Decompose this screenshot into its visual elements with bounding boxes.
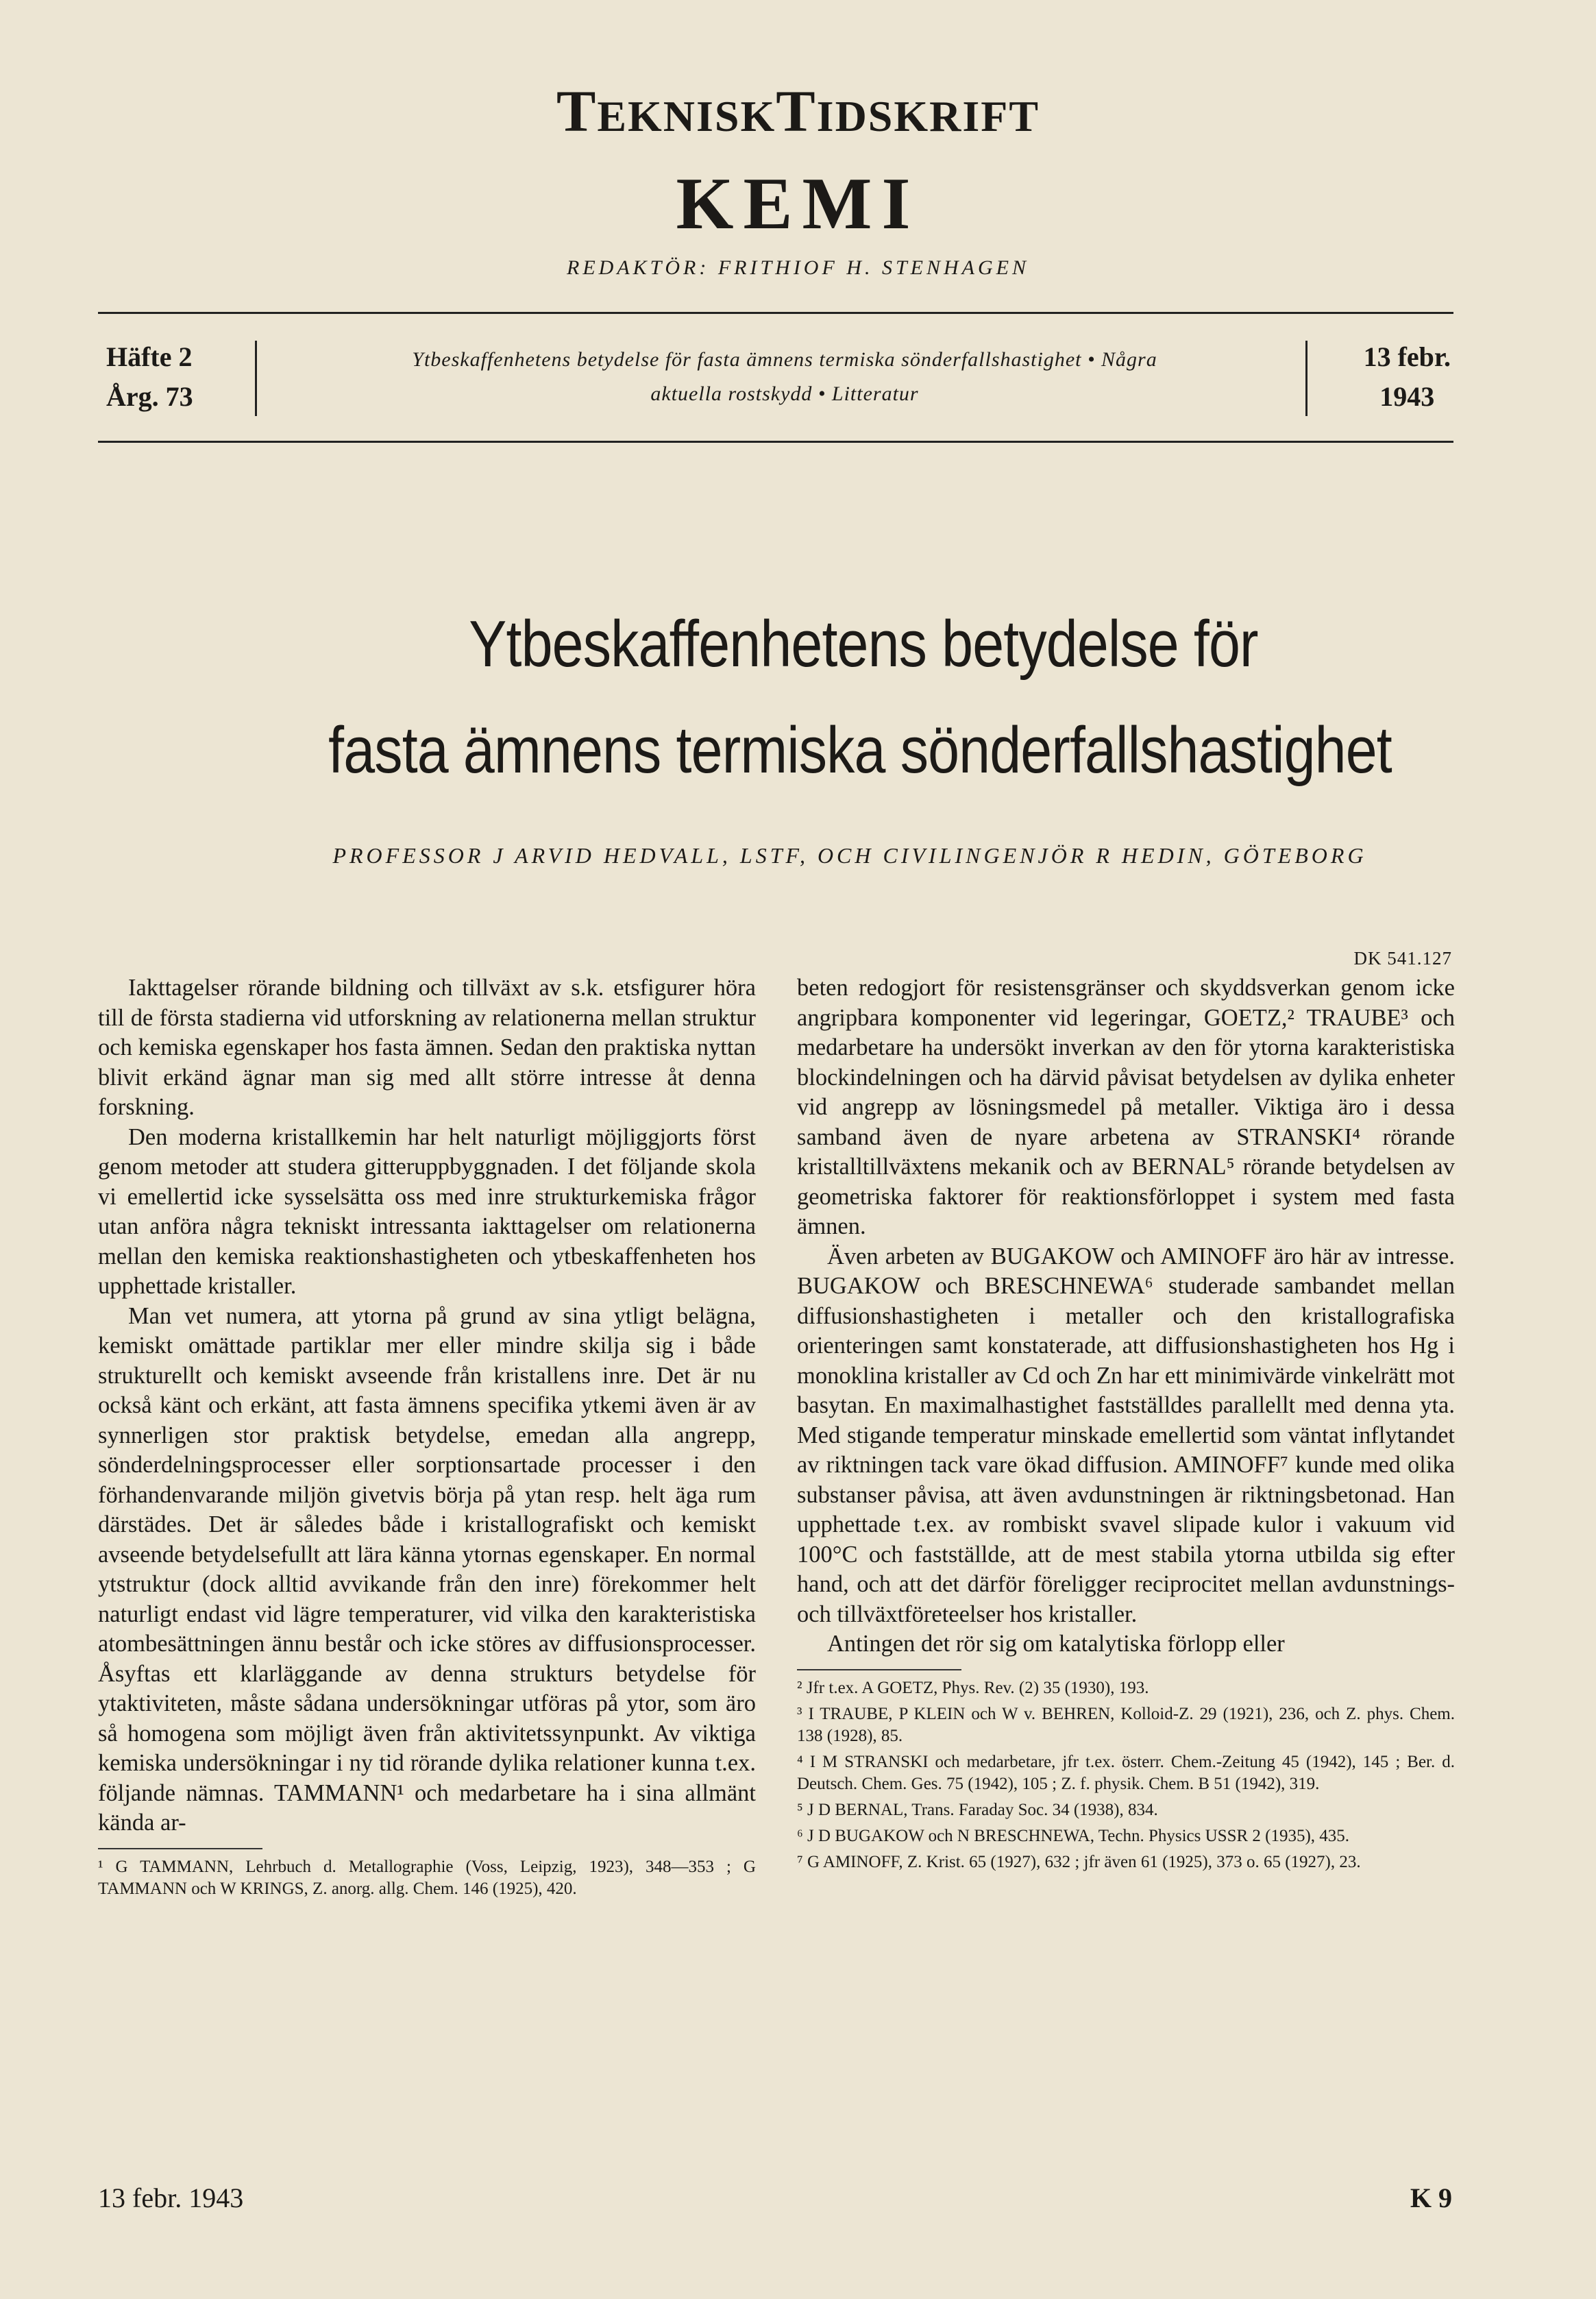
footnote-rule — [797, 1669, 961, 1670]
section-name: KEMI — [676, 163, 920, 245]
top-rule — [98, 312, 1453, 314]
footnote-rule — [98, 1848, 262, 1849]
header-bottom-rule — [98, 441, 1453, 443]
footnote: ⁵ J D BERNAL, Trans. Faraday Soc. 34 (1938), 834. — [797, 1800, 1158, 1819]
footnote: ⁷ G AMINOFF, Z. Krist. 65 (1927), 632 ; jfr även 61 (1925), 373 o. 65 (1927), 23. — [797, 1852, 1361, 1871]
footnote: ³ I TRAUBE, P KLEIN och W v. BEHREN, Kolloid-Z. 29 (1921), 236, och Z. phys. Chem. 138 (1928), 85. — [797, 1704, 1455, 1745]
paragraph: Även arbeten av BUGAKOW och AMINOFF äro här av intresse. BUGAKOW och BRESCHNEWA⁶ studerade sambandet mellan diffusionshastigheten i metaller och den kristallografiska orienteringen samt konstaterade, att diffusionshastigheten hos Hg i monoklina kristaller av Cd och Zn har ett minimivärde vinkelrätt mot basytan. En maximalhastighet fastställdes parallellt med denna yta. Med stigande temperatur minskade emellertid som väntat inflytandet av riktningen tack vare ökad diffusion. AMINOFF⁷ kunde med olika substanser påvisa, att även avdunstningen är riktningsbetonad. Han upphettade t.ex. av rombiskt svavel slipade kulor i vakuum vid 100°C och fastställde, att de mest stabila ytorna utbilda sig efter hand, och att det därför föreligger reciprocitet mellan avdunstnings- och tillväxtföreteelser hos kristaller. — [797, 1243, 1455, 1627]
footer-date: 13 febr. 1943 — [98, 2182, 244, 2213]
issue-volume: Årg. 73 — [106, 381, 193, 412]
issue-date-block — [1364, 337, 1451, 417]
paragraph: Antingen det rör sig om katalytiska förlopp eller — [827, 1631, 1285, 1657]
journal-name-part: EKNISK — [597, 92, 776, 141]
editor-line: REDAKTÖR: FRITHIOF H. STENHAGEN — [567, 256, 1029, 279]
contents-line: aktuella rostskydd • Litteratur — [650, 382, 919, 405]
issue-number: Häfte 2 — [106, 341, 193, 372]
journal-name-initial: T — [556, 78, 598, 144]
journal-name-initial: T — [776, 78, 817, 144]
paragraph: Man vet numera, att ytorna på grund av sina ytligt belägna, kemiskt omättade partiklar mer eller mindre skilja sig i både strukturellt och kemiskt avseende från kristallens inre. Det är nu också känt och erkänt, att fasta ämnens specifika ytkemi även är av synnerligen stor praktisk betydelse, emedan alla angrepp, sönderdelningsprocesser eller sorptionsartade processer i den förhandenvarande miljön givetvis börja på ytan resp. helt äga rum därstädes. Det är således både i kristallografiskt och kemiskt avseende betydelsefullt att lära känna ytornas egenskaper. En normal ytstruktur (dock alltid avvikande från den inre) förekommer helt naturligt endast vid lägre temperaturer, vid vilka den karakteristiska atombesättningen ännu består och icke störes av diffusionsprocesser. Åsyftas ett klarläggande av denna strukturs betydelse för ytaktiviteten, måste sådana undersökningar utföras på ytor, som äro så homogena som möjligt även från aktivitetssynpunkt. Av viktiga kemiska undersökningar i ny tid rörande dylika relationer kunna t.ex. följande nämnas. TAMMANN¹ och medarbetare ha i sina allmänt kända ar- — [98, 1302, 756, 1836]
text-column-left — [98, 973, 756, 1904]
footnote: ⁴ I M STRANSKI och medarbetare, jfr t.ex. österr. Chem.-Zeitung 45 (1942), 145 ; Ber. d. Deutsch. Chem. Ges. 75 (1942), 105 ; Z. f. physik. Chem. B 51 (1942), 319. — [797, 1752, 1455, 1793]
journal-name — [0, 77, 1596, 145]
issue-divider-right — [1305, 341, 1308, 416]
issue-date: 13 febr. — [1363, 341, 1451, 372]
article-authors: PROFESSOR J ARVID HEDVALL, LSTF, OCH CIVILINGENJÖR R HEDIN, GÖTEBORG — [332, 843, 1367, 868]
issue-divider-left — [255, 341, 257, 416]
issue-contents — [274, 343, 1295, 411]
text-column-right — [797, 973, 1455, 1877]
issue-number-block — [106, 337, 193, 417]
article-title-line: Ytbeskaffenhetens betydelse för — [469, 607, 1258, 681]
page-number: K 9 — [1410, 2182, 1452, 2213]
paragraph: Iakttagelser rörande bildning och tillväxt av s.k. etsfigurer höra till de första stadierna vid utforskning av relationerna mellan struktur och kemiska egenskaper hos fasta ämnen. Sedan den praktiska nyttan blivit erkänd ägnar man sig med allt större intresse åt denna forskning. — [98, 975, 756, 1120]
paragraph: Den moderna kristallkemin har helt naturligt möjliggjorts först genom metoder att studera gitteruppbyggnaden. I det följande skola vi emellertid icke sysselsätta oss med inre strukturkemiska frågor utan anföra några tekniskt intressanta iakttagelser om relationerna mellan den kemiska reaktionshastigheten och ytbeskaffenheten hos upphettade kristaller. — [98, 1123, 756, 1299]
footnote: ² Jfr t.ex. A GOETZ, Phys. Rev. (2) 35 (1930), 193. — [797, 1678, 1149, 1697]
footnote: ⁶ J D BUGAKOW och N BRESCHNEWA, Techn. Physics USSR 2 (1935), 435. — [797, 1826, 1350, 1845]
paragraph: beten redogjort för resistensgränser och skyddsverkan genom icke angripbara komponenter vid legeringar, GOETZ,² TRAUBE³ och medarbetare ha undersökt inverkan av den för ytorna karakteristiska blockindelningen och ha därvid påvisat betydelsen av dylika enheter vid angrepp av lösningsmedel på metaller. Viktiga äro i dessa samband även de nyare arbetena av STRANSKI⁴ rörande kristalltillväxtens mekanik och av BERNAL⁵ rörande betydelsen av geometriska faktorer för reaktionsförloppet i system med fasta ämnen. — [797, 975, 1455, 1239]
article-title-line: fasta ämnens termiska sönderfallshastighet — [328, 714, 1392, 787]
journal-name-part: IDSKRIFT — [816, 92, 1040, 141]
footnote: ¹ G TAMMANN, Lehrbuch d. Metallographie (Voss, Leipzig, 1923), 348—353 ; G TAMMANN och W KRINGS, Z. anorg. allg. Chem. 146 (1925), 420. — [98, 1857, 756, 1898]
issue-year: 1943 — [1379, 381, 1435, 412]
dk-classification: DK 541.127 — [1353, 948, 1452, 969]
contents-line: Ytbeskaffenhetens betydelse för fasta ämnens termiska sönderfallshastighet • Några — [412, 348, 1157, 371]
